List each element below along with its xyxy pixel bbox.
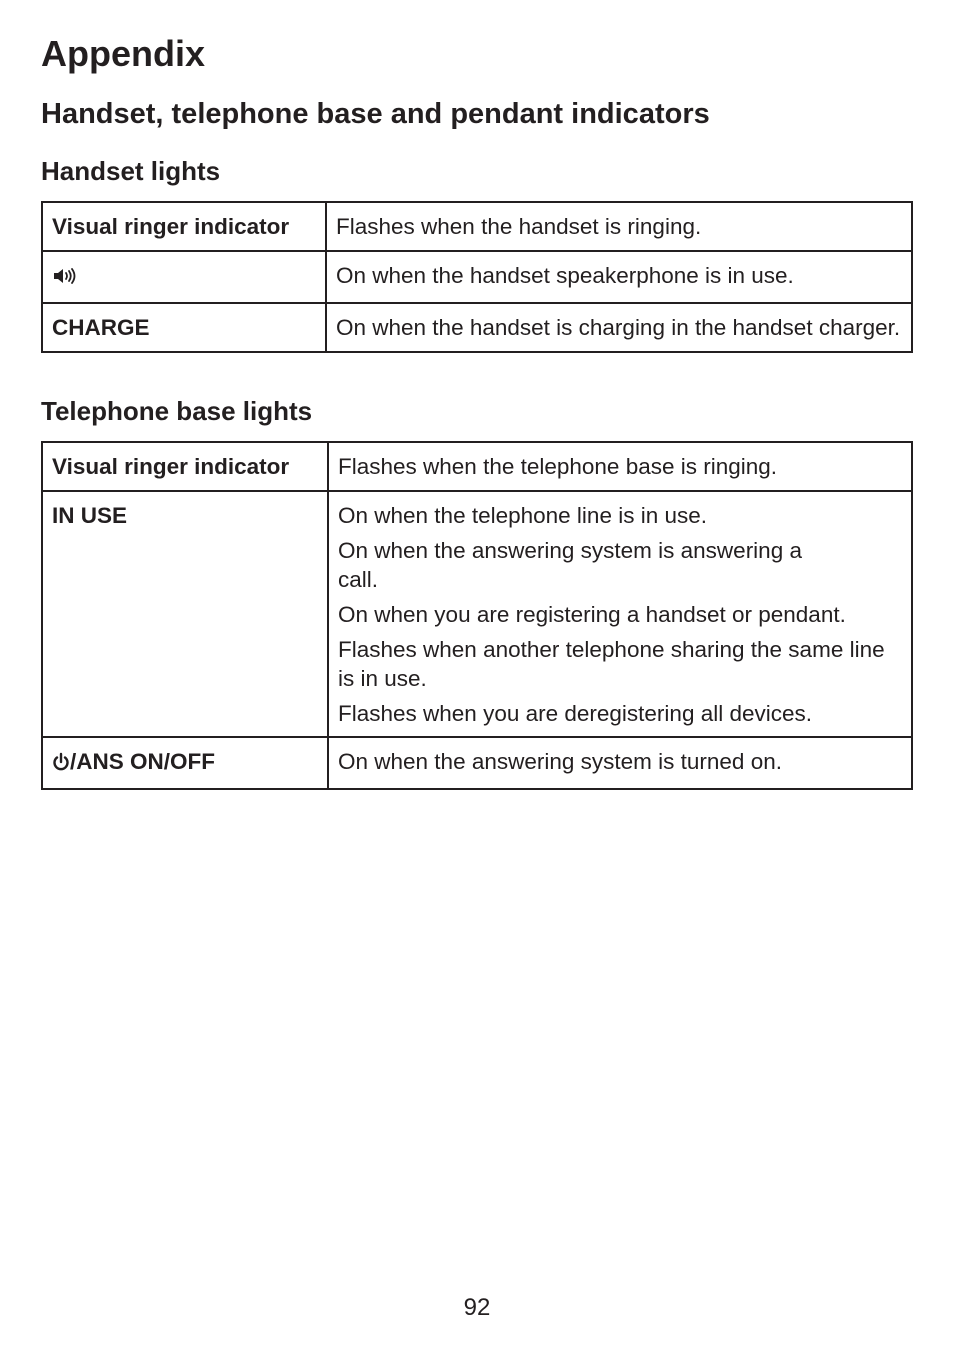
indicator-label-text: /ANS ON/OFF: [70, 749, 215, 774]
description-line: On when you are registering a handset or pendant.: [338, 602, 846, 627]
section-title: Appendix: [41, 33, 206, 74]
indicator-label: IN USE: [42, 491, 328, 737]
description-line: Flashes when the telephone base is ringing.: [338, 454, 778, 479]
base-lights-table: [41, 441, 913, 790]
description-line: Flashes when the handset is ringing.: [336, 214, 702, 239]
page-number: 92: [463, 1294, 491, 1321]
description-line: Flashes when another telephone sharing the same line is in use.: [338, 637, 885, 691]
page-title: Handset, telephone base and pendant indicators: [41, 98, 710, 130]
table-row: [42, 251, 912, 303]
indicator-description: [326, 202, 912, 251]
indicator-label: [42, 737, 328, 789]
description-line: On when the telephone line is in use.: [338, 503, 707, 528]
indicator-description: [328, 737, 912, 789]
indicator-description: [326, 251, 912, 303]
indicator-description: [326, 303, 912, 352]
table-row: [42, 442, 912, 491]
power-icon: [52, 750, 70, 780]
indicator-description: [328, 491, 912, 737]
indicator-description: [328, 442, 912, 491]
description-line: Flashes when you are deregistering all devices.: [338, 701, 813, 726]
description-line: On when the answering system is answering a call.: [338, 538, 802, 592]
indicator-label: [42, 251, 326, 303]
table-row: [42, 202, 912, 251]
indicator-label: Visual ringer indicator: [42, 202, 326, 251]
speakerphone-icon: [52, 264, 78, 294]
description-line: On when the answering system is turned on.: [338, 749, 782, 774]
description-line: On when the handset speakerphone is in use.: [336, 263, 794, 288]
indicator-label: Visual ringer indicator: [42, 442, 328, 491]
base-lights-heading: Telephone base lights: [41, 396, 313, 426]
table-row: [42, 491, 912, 737]
handset-lights-heading: Handset lights: [41, 156, 221, 186]
table-row: [42, 303, 912, 352]
indicator-label: CHARGE: [42, 303, 326, 352]
table-row: [42, 737, 912, 789]
description-line: On when the handset is charging in the handset charger.: [336, 315, 901, 340]
handset-lights-table: [41, 201, 913, 353]
